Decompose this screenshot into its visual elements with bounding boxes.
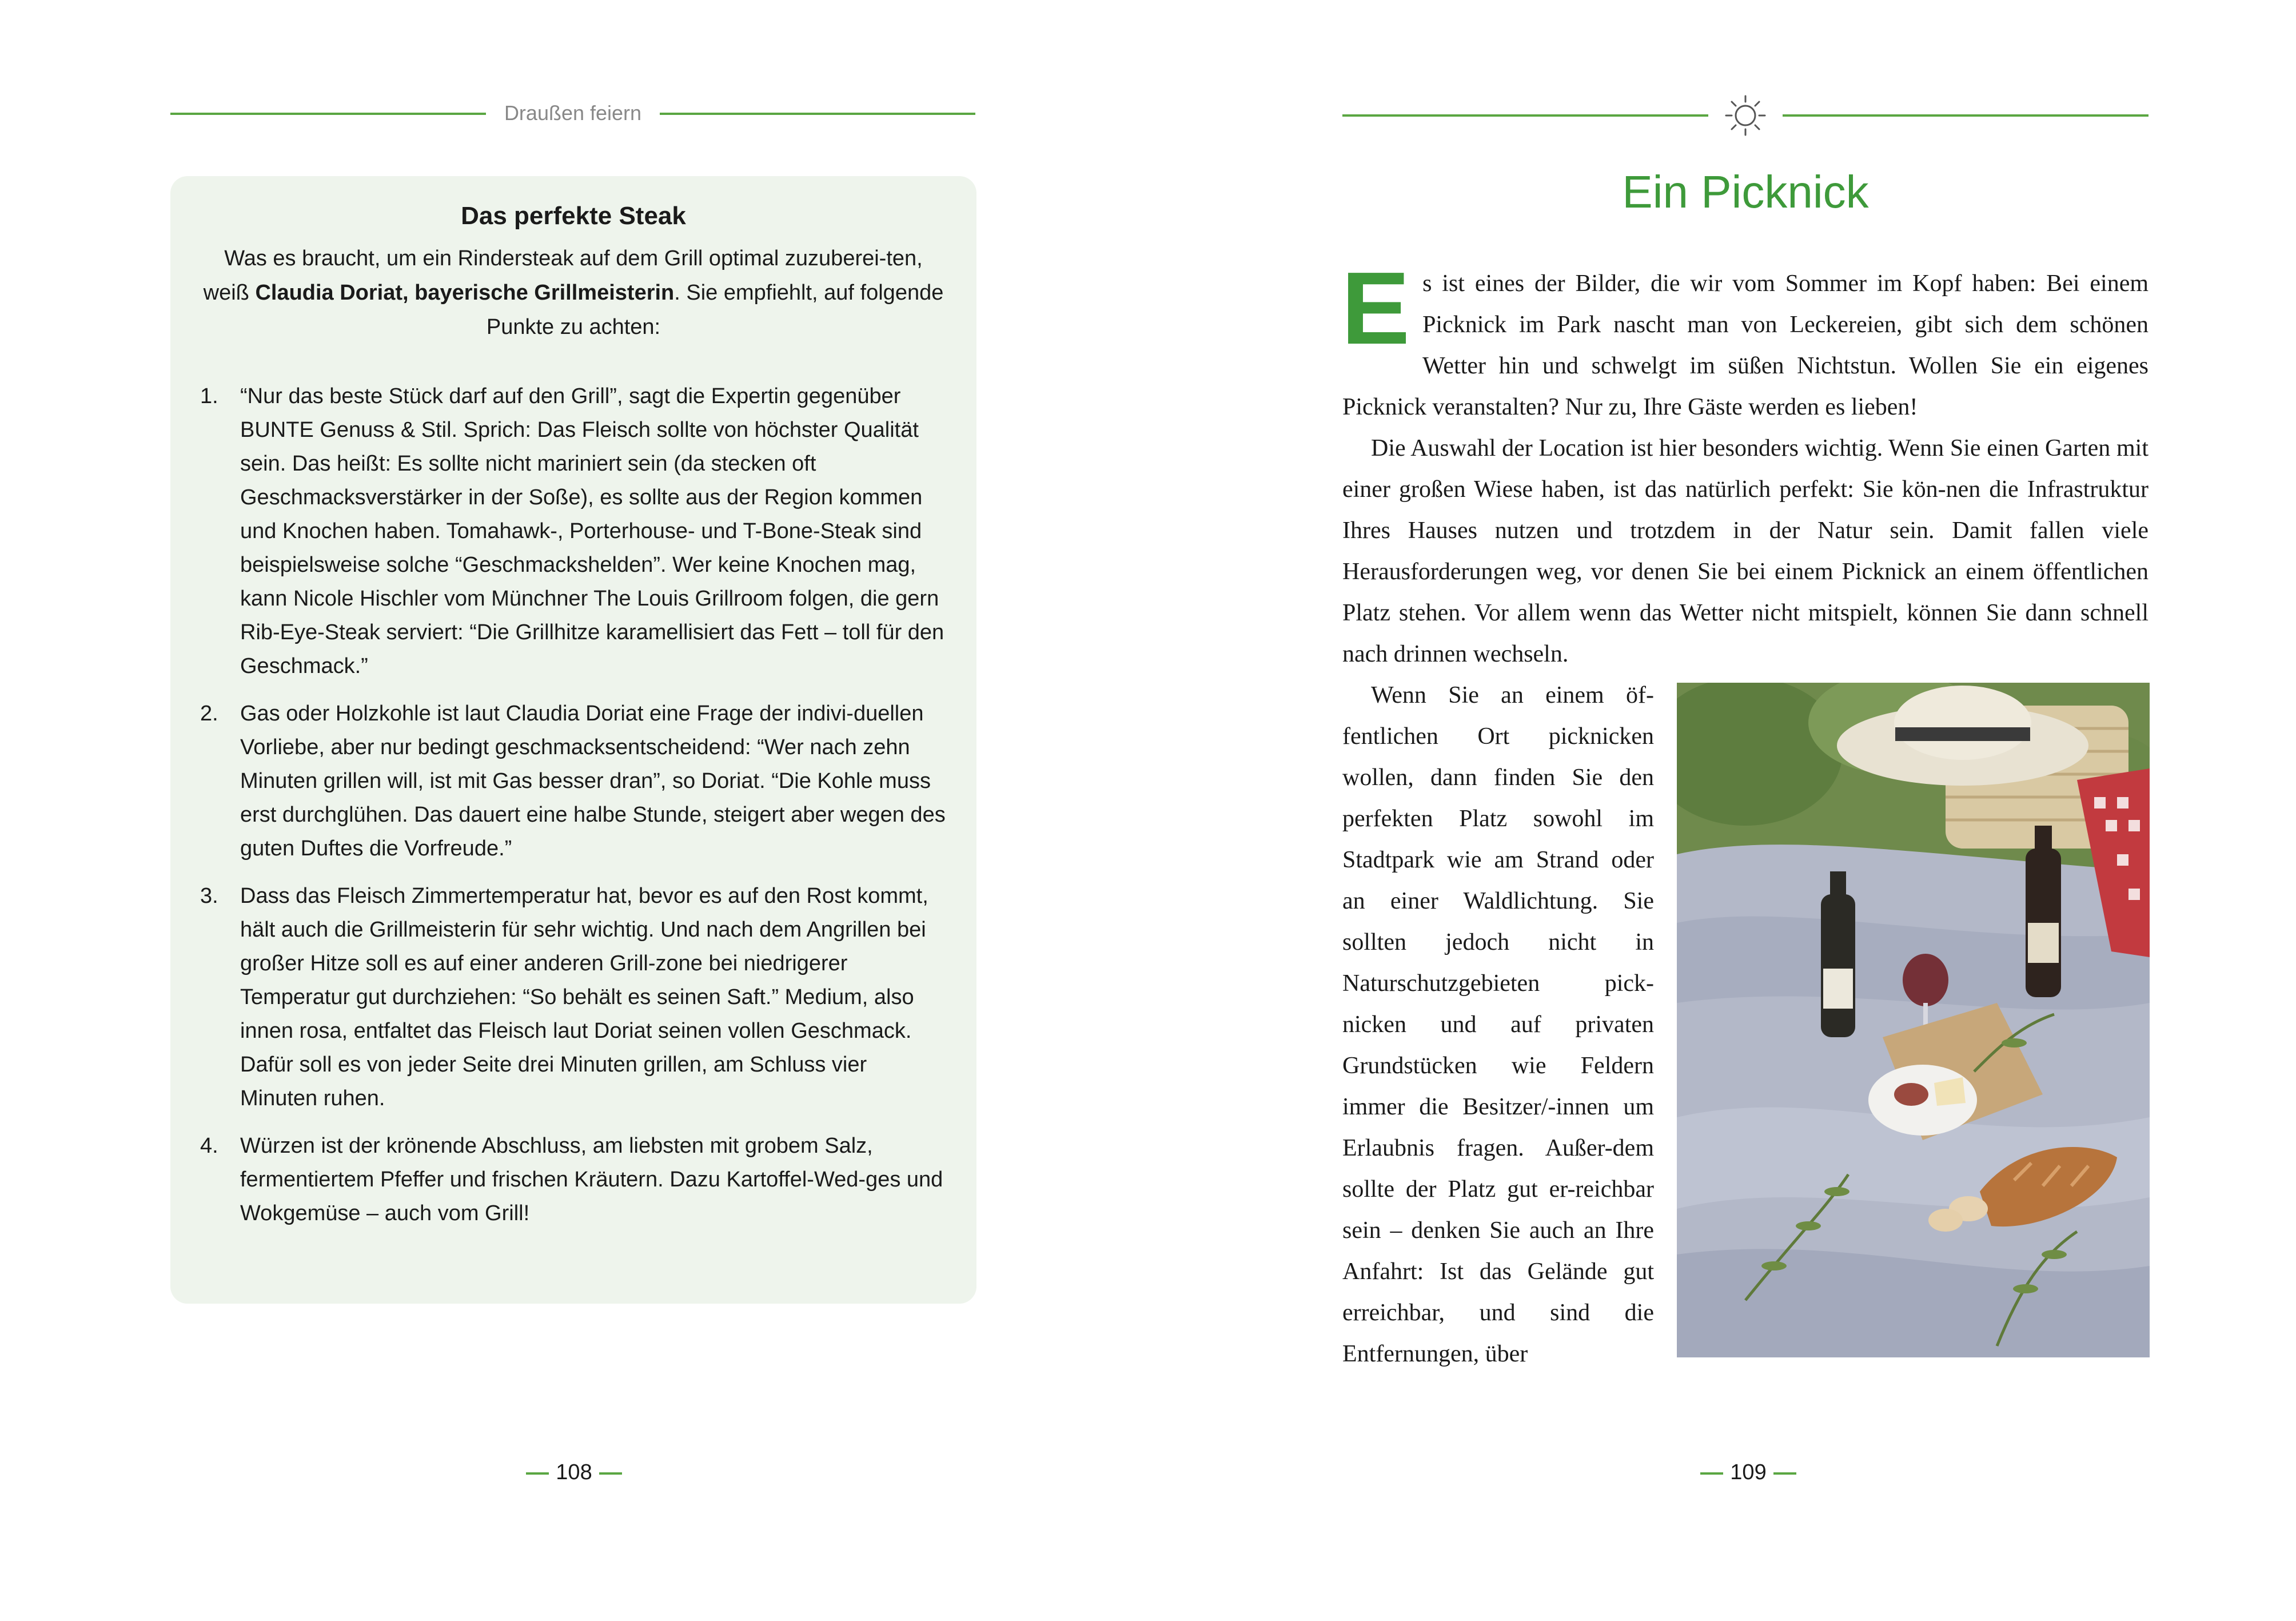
page-number-dash [1700,1472,1723,1475]
right-page [1148,0,2296,1621]
list-item [200,697,947,866]
paragraph-2: Die Auswahl der Location ist hier besonders wichtig. Wenn Sie einen Garten mit einer großen Wiese haben, ist das natürlich perfekt: Sie kön-nen die Infrastruktur Ihres Hauses nutzen und trotzdem in der Natur sein. Damit fallen viele Herausforderungen weg, vor denen Sie bei einem Picknick an einem öffentlichen Platz stehen. Vor allem wenn das Wetter nicht mitspielt, können Sie dann schnell nach drinnen wechseln. [1342,435,2148,667]
chapter-title: Ein Picknick [1622,166,1869,217]
steak-info-box [170,176,976,1304]
list-item-text: Dass das Fleisch Zimmertemperatur hat, bevor es auf den Rost kommt, hält auch die Grillmeisterin für sehr wichtig. Und nach dem Angrillen bei großer Hitze soll es auf einer anderen Grill-zone bei niedrigerer Temperatur gut durchziehen: “So behält es seinen Saft.” Medium, also innen rosa, entfaltet das Fleisch laut Doriat seinen vollen Geschmack. Dafür soll es von jeder Seite drei Minuten grillen, am Schluss vier Minuten ruhen. [240,884,928,1110]
picnic-photo [1677,683,2150,1357]
sun-header [1342,94,2148,137]
box-intro-after: . Sie empfiehlt, auf folgende Punkte zu achten: [486,281,944,339]
list-item-number: 1. [200,384,218,408]
list-item-text: Würzen ist der krönende Abschluss, am liebsten mit grobem Salz, fermentiertem Pfeffer und frischen Kräutern. Dazu Kartoffel-Wed-ges und Wokgemüse – auch vom Grill! [240,1134,943,1225]
header-rule-right [660,113,975,115]
page-number-dash [1773,1472,1796,1475]
page-number-dash [599,1472,622,1475]
paragraph-1-text: s ist eines der Bilder, die wir vom Sommer im Kopf haben: Bei einem Picknick im Park nascht man von Leckereien, gibt sich dem schönen Wetter hin und schwelgt im süßen Nichtstun. Wollen Sie ein eigenes Picknick veranstalten? Nur zu, Ihre Gäste werden es lieben! [1342,270,2148,420]
body-text-top [1341,251,2148,675]
page-number-value: 109 [1730,1460,1767,1484]
page-number-value: 108 [556,1460,592,1484]
page-number-left [488,1459,660,1485]
picnic-illustration [1677,683,2150,1357]
drop-cap: E [1341,251,1410,366]
paragraph-1 [1341,251,2148,428]
header-rule-left [170,113,486,115]
sun-icon [1723,94,1768,137]
paragraph-3: Wenn Sie an einem öf-fentlichen Ort picknicken wollen, dann finden Sie den perfekten Platz sowohl im Stadtpark wie am Strand oder an einer Waldlichtung. Sie sollten jedoch nicht in Naturschutzgebieten pick-nicken und auf privaten Grundstücken wie Feldern immer die Besitzer/-innen um Erlaubnis fragen. Außer-dem sollte der Platz gut er-reichbar sein – denken Sie auch an Ihre Anfahrt: Ist das Gelände gut erreichbar, und sind die Entfernungen, über [1342,682,1654,1367]
list-item-number: 3. [200,884,218,908]
list-item-text: “Nur das beste Stück darf auf den Grill”, sagt die Expertin gegenüber BUNTE Genuss & Stil. Sprich: Das Fleisch sollte von höchster Qualität sein. Das heißt: Es sollte nicht mariniert sein (da stecken oft Geschmacksverstärker in der Soße), es sollte aus der Region kommen und Knochen haben. Tomahawk-, Porterhouse- und T-Bone-Steak sind beispielsweise solche “Geschmackshelden”. Wer keine Knochen mag, kann Nicole Hischler vom Münchner The Louis Grillroom folgen, die gern Rib-Eye-Steak serviert: “Die Grillhitze karamellisiert das Fett – toll für den Geschmack.” [240,384,944,678]
header-rule-right [1783,114,2148,117]
box-intro-bold: Claudia Doriat, bayerische Grillmeisterin [255,281,675,305]
header-rule-left [1342,114,1708,117]
list-item [200,879,947,1116]
list-item-number: 2. [200,702,218,726]
box-intro [200,241,947,344]
box-title: Das perfekte Steak [461,202,686,230]
list-item-text: Gas oder Holzkohle ist laut Claudia Doriat eine Frage der indivi-duellen Vorliebe, aber nur bedingt geschmacksentscheidend: “Wer nach zehn Minuten grillen will, ist mit Gas besser dran”, so Doriat. “Die Kohle muss erst durchglühen. Das dauert eine halbe Stunde, steigert aber wegen des guten Duftes die Vorfreude.” [240,702,946,861]
body-text-column [1342,675,1654,1375]
list-item [200,380,947,683]
running-header-title: Draußen feiern [504,101,642,125]
list-item-number: 4. [200,1134,218,1158]
page-number-right [1663,1459,1834,1485]
list-item [200,1129,947,1230]
steak-tips-list [200,380,947,1230]
page-number-dash [526,1472,549,1475]
running-header [170,101,975,124]
box-intro-before: Was es braucht, um ein Rindersteak auf dem Grill optimal zuzuberei-ten, weiß [203,246,923,305]
